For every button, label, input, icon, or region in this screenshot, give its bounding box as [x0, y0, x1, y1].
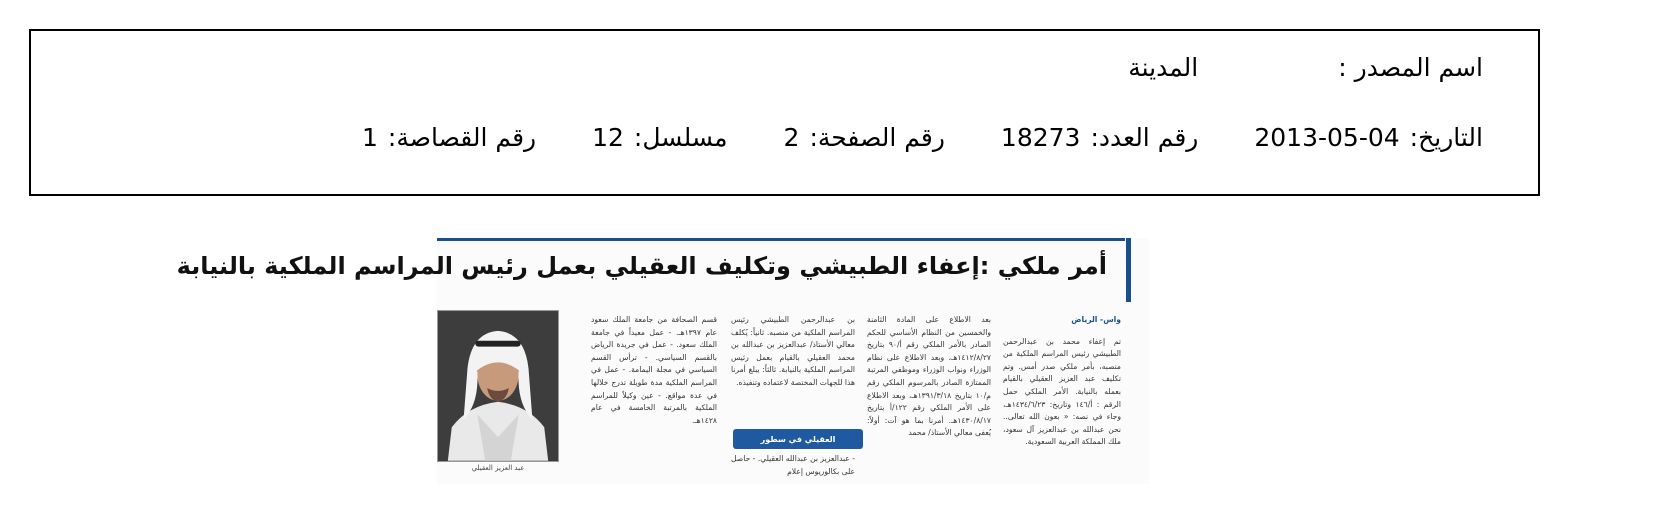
- article-column-3-bio: [731, 453, 855, 483]
- article-column-4: [591, 314, 717, 484]
- article-column-2: [867, 314, 991, 484]
- source-label: اسم المصدر :: [1338, 53, 1483, 82]
- page-pair: [784, 123, 945, 152]
- article-column-2-text: بعد الاطلاع على المادة الثامنة والخمسين من النظام الأساسي للحكم الصادر بالأمر الملكي رقم أ/٩٠ بتاريخ ١٤١٢/٨/٢٧هـ، وبعد الاطلاع على نظام الوزراء ونواب الوزراء وموظفي المرتبة الممتازة الصادر بالمرسوم الملكي رقم م/١٠ بتاريخ ١٣٩١/٣/١٨هـ، وبعد الاطلاع على الأمر الملكي رقم ١٢٢/أ بتاريخ ١٤٣٠/٨/١٧هـ. أمرنا بما هو آت: أولاً: يُعفى معالي الأستاذ/ محمد: [867, 315, 992, 438]
- clip-number-pair: [362, 123, 536, 152]
- article-headline: أمر ملكي :إعفاء الطبيشي وتكليف العقيلي بعمل رئيس المراسم الملكية بالنيابة: [176, 252, 1107, 280]
- article-dateline: واس- الرياض: [1071, 315, 1121, 324]
- article-column-4-text: قسم الصحافة من جامعة الملك سعود عام ١٣٩٧هـ. - عمل معيداً في جامعة الملك سعود. - عمل في جريدة الرياض بالقسم السياسي. - ترأس القسم السياسي في مجلة اليمامة. - عمل في المراسم الملكية مدة طويلة تدرج خلالها في عدة مواقع. - عين وكيلاً للمراسم الملكية بالمرتبة الخامسة في عام ١٤٢٨هـ.: [591, 315, 717, 425]
- clip-number-label: رقم القصاصة:: [387, 123, 537, 152]
- issue-value: 18273: [1000, 123, 1081, 152]
- newspaper-clipping: [176, 238, 1149, 484]
- clipping-accent-bar: [1126, 238, 1131, 302]
- source-value: المدينة: [1128, 53, 1199, 82]
- article-column-3-text: بن عبدالرحمن الطبيشي رئيس المراسم الملكية من منصبه. ثانياً: يُكلف معالي الأستاذ/ عبدالعزيز بن عبدالله بن محمد العقيلي بالقيام بعمل رئيس المراسم الملكية بالنيابة. ثالثاً: يبلغ أمرنا هذا للجهات المختصة لاعتماده وتنفيذه.: [731, 315, 855, 387]
- serial-value: 12: [592, 123, 624, 152]
- article-column-1-text: تم إعفاء محمد بن عبدالرحمن الطبيشي رئيس المراسم الملكية من منصبه، بأمر ملكي صدر أمس. وتم تكليف عبد العزيز العقيلي بالقيام بعمله بالنيابة. الأمر الملكي حمل الرقم : أ/١٤٦ وتاريخ: ١٤٣٤/٦/٢٣هـ، وجاء في نصه: « بعون الله تعالى.. نحن عبدالله بن عبدالعزيز آل سعود، ملك المملكة العربية السعودية.: [1003, 336, 1121, 447]
- date-pair: [1254, 123, 1483, 152]
- clip-number-value: 1: [362, 123, 378, 152]
- issue-label: رقم العدد:: [1090, 123, 1199, 152]
- portrait-image: [438, 311, 558, 461]
- page-label: رقم الصفحة:: [809, 123, 945, 152]
- issue-pair: [1001, 123, 1198, 152]
- date-value: 2013-05-04: [1254, 123, 1400, 152]
- article-column-3: [731, 314, 855, 426]
- serial-label: مسلسل:: [633, 123, 728, 152]
- date-label: التاريخ:: [1409, 123, 1483, 152]
- source-info-box: [29, 29, 1540, 196]
- page-value: 2: [783, 123, 800, 152]
- source-row: [1128, 53, 1483, 82]
- article-column-1: [1003, 314, 1121, 484]
- photo-caption: عبد العزيز العقيلي: [471, 464, 525, 472]
- serial-pair: [592, 123, 727, 152]
- article-column-3-bio-text: - عبدالعزيز بن عبدالله العقيلي. - حاصل على بكالوريوس إعلام: [731, 454, 855, 476]
- bio-box-title: العقيلي في سطور: [733, 429, 863, 449]
- clipping-top-rule: [437, 238, 1125, 241]
- portrait-photo: [437, 310, 559, 462]
- details-row: [362, 123, 1483, 152]
